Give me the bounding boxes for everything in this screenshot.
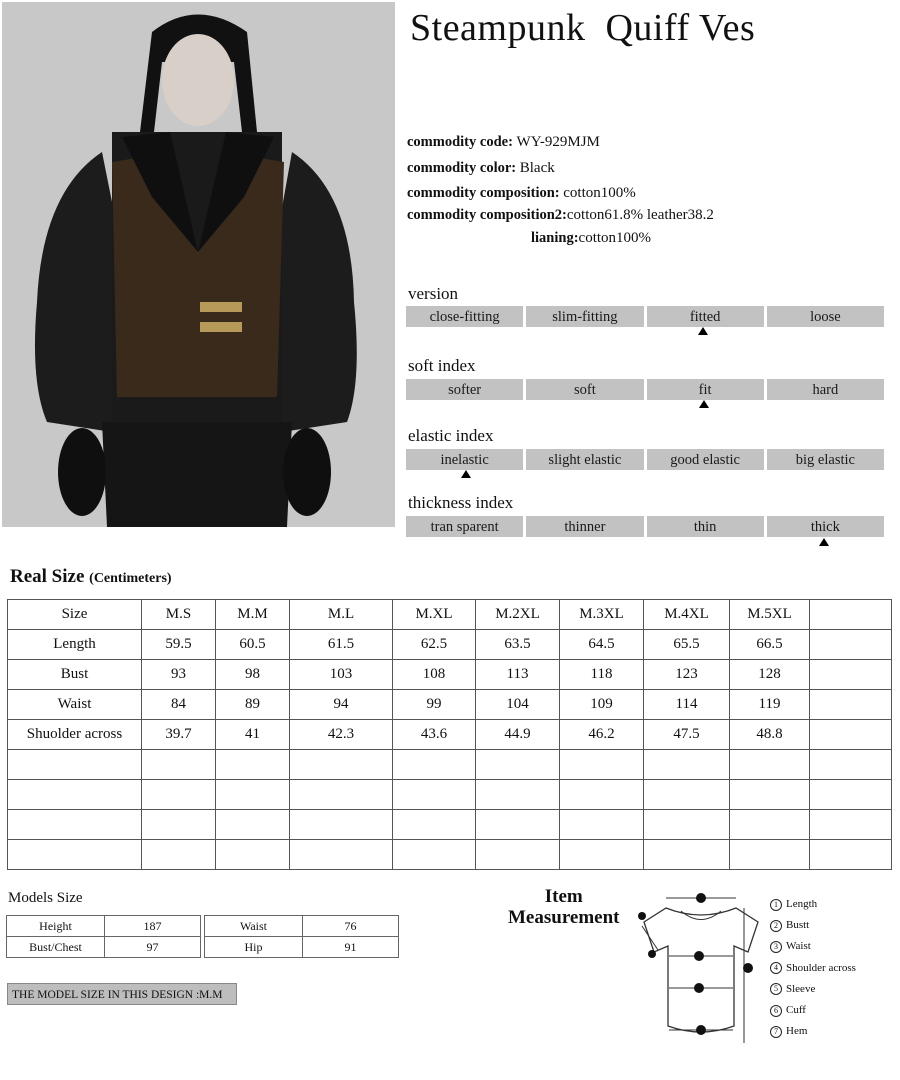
commodity-color-row (407, 160, 555, 177)
table-cell (810, 840, 892, 870)
legend-number: 3 (770, 941, 782, 953)
legend-label: Hem (786, 1025, 808, 1038)
table-cell (730, 840, 810, 870)
row-label-cell: Bust (8, 660, 142, 690)
table-cell (476, 840, 560, 870)
item-measurement-title-line2: Measurement (508, 907, 620, 928)
table-row (8, 660, 892, 690)
table-cell (290, 780, 393, 810)
table-cell (476, 810, 560, 840)
table-cell (644, 840, 730, 870)
table-cell: 64.5 (560, 630, 644, 660)
real-size-table (7, 599, 892, 870)
table-cell: 41 (216, 720, 290, 750)
table-cell (393, 810, 476, 840)
legend-number: 4 (770, 962, 782, 974)
table-cell: 61.5 (290, 630, 393, 660)
table-header-cell: M.M (216, 600, 290, 630)
table-cell (810, 750, 892, 780)
legend-label: Waist (786, 940, 811, 953)
table-header-cell: M.2XL (476, 600, 560, 630)
row-label-cell: Shuolder across (8, 720, 142, 750)
row-label-cell (8, 750, 142, 780)
legend-item (770, 958, 856, 979)
table-cell (216, 840, 290, 870)
table-cell (290, 810, 393, 840)
model-vest-illustration (2, 2, 395, 527)
table-header-cell: M.5XL (730, 600, 810, 630)
table-header-cell: M.S (142, 600, 216, 630)
table-cell: 63.5 (476, 630, 560, 660)
table-row (8, 690, 892, 720)
model-waist-value: 76 (303, 916, 399, 937)
table-cell: 123 (644, 660, 730, 690)
legend-number: 2 (770, 920, 782, 932)
table-header-cell: M.3XL (560, 600, 644, 630)
table-cell: 46.2 (560, 720, 644, 750)
legend-label: Bustt (786, 919, 810, 932)
thickness-selected-marker (819, 538, 829, 546)
soft-index-bar (406, 379, 884, 400)
elastic-selected-marker (461, 470, 471, 478)
real-size-unit: (Centimeters) (89, 571, 172, 586)
thickness-option: thin (647, 516, 764, 537)
row-label-cell (8, 840, 142, 870)
legend-number: 1 (770, 899, 782, 911)
soft-option: softer (406, 379, 523, 400)
table-cell: 119 (730, 690, 810, 720)
table-cell (290, 840, 393, 870)
table-row (8, 840, 892, 870)
model-height-value: 187 (105, 916, 201, 937)
models-size-table-left (6, 915, 201, 958)
thickness-option: tran sparent (406, 516, 523, 537)
product-photo (2, 2, 395, 527)
garment-diagram (636, 888, 766, 1048)
table-cell: 62.5 (393, 630, 476, 660)
table-cell: 98 (216, 660, 290, 690)
table-cell: 109 (560, 690, 644, 720)
thickness-index-title: thickness index (408, 493, 514, 512)
commodity-color-label: commodity color: (407, 160, 517, 176)
item-measurement-title-line1: Item (544, 886, 583, 907)
table-row (8, 630, 892, 660)
elastic-option: big elastic (767, 449, 884, 470)
row-label-cell: Length (8, 630, 142, 660)
soft-index-title: soft index (408, 356, 476, 375)
table-cell: 42.3 (290, 720, 393, 750)
legend-item (770, 936, 856, 957)
table-header-cell (810, 600, 892, 630)
commodity-composition2-label: commodity composition2: (407, 207, 567, 223)
table-cell (810, 810, 892, 840)
table-cell (730, 780, 810, 810)
table-header-row (8, 600, 892, 630)
soft-option: hard (767, 379, 884, 400)
table-cell: 66.5 (730, 630, 810, 660)
legend-item (770, 915, 856, 936)
thickness-index-bar (406, 516, 884, 537)
table-cell (142, 810, 216, 840)
tshirt-outline-icon (636, 888, 766, 1048)
model-hip-label: Hip (205, 937, 303, 958)
table-cell: 48.8 (730, 720, 810, 750)
table-cell (560, 780, 644, 810)
table-cell (290, 750, 393, 780)
table-cell: 118 (560, 660, 644, 690)
table-cell (810, 780, 892, 810)
legend-label: Length (786, 898, 818, 910)
model-bust-label: Bust/Chest (7, 937, 105, 958)
table-cell (810, 630, 892, 660)
model-bust-value: 97 (105, 937, 201, 958)
commodity-code-value: WY-929MJM (516, 134, 600, 150)
elastic-option: inelastic (406, 449, 523, 470)
table-row (8, 720, 892, 750)
model-height-label: Height (7, 916, 105, 937)
table-cell (216, 810, 290, 840)
table-row (8, 750, 892, 780)
table-cell: 108 (393, 660, 476, 690)
table-cell (560, 810, 644, 840)
row-label-cell (8, 810, 142, 840)
table-header-cell: Size (8, 600, 142, 630)
model-size-note: THE MODEL SIZE IN THIS DESIGN :M.M (7, 983, 237, 1005)
legend-number: 6 (770, 1005, 782, 1017)
row-label-cell: Waist (8, 690, 142, 720)
table-cell (393, 780, 476, 810)
measurement-legend (770, 894, 856, 1042)
table-cell (393, 750, 476, 780)
table-cell (810, 690, 892, 720)
soft-option: fit (647, 379, 764, 400)
model-waist-label: Waist (205, 916, 303, 937)
product-title: Steampunk Quiff Ves (410, 7, 756, 49)
legend-item (770, 979, 856, 1000)
real-size-table-body (8, 600, 892, 870)
commodity-composition-row (407, 185, 636, 202)
legend-item (770, 1000, 856, 1021)
table-cell: 84 (142, 690, 216, 720)
lining-row (531, 230, 651, 247)
soft-option: soft (526, 379, 643, 400)
table-cell: 94 (290, 690, 393, 720)
table-cell (393, 840, 476, 870)
table-cell: 47.5 (644, 720, 730, 750)
table-cell: 43.6 (393, 720, 476, 750)
table-cell (810, 660, 892, 690)
table-cell: 60.5 (216, 630, 290, 660)
legend-label: Shoulder across (786, 961, 856, 974)
table-cell (730, 810, 810, 840)
table-cell (644, 750, 730, 780)
legend-number: 5 (770, 983, 782, 995)
table-cell: 103 (290, 660, 393, 690)
commodity-color-value: Black (519, 160, 555, 176)
table-cell: 114 (644, 690, 730, 720)
elastic-index-bar (406, 449, 884, 470)
table-header-cell: M.XL (393, 600, 476, 630)
elastic-option: good elastic (647, 449, 764, 470)
table-row (7, 937, 201, 958)
models-size-table-right (204, 915, 399, 958)
commodity-code-label: commodity code: (407, 134, 513, 150)
table-cell (560, 840, 644, 870)
version-option: fitted (647, 306, 764, 327)
table-cell (476, 780, 560, 810)
legend-label: Cuff (786, 1004, 806, 1017)
table-cell: 99 (393, 690, 476, 720)
legend-number: 7 (770, 1026, 782, 1038)
table-cell (142, 750, 216, 780)
table-cell: 128 (730, 660, 810, 690)
table-cell (730, 750, 810, 780)
table-cell (216, 780, 290, 810)
real-size-title: Real Size (10, 566, 85, 587)
lining-value: cotton100% (578, 230, 652, 246)
table-cell (142, 840, 216, 870)
table-cell: 113 (476, 660, 560, 690)
table-cell (644, 780, 730, 810)
thickness-option: thick (767, 516, 884, 537)
soft-selected-marker (699, 400, 709, 408)
elastic-option: slight elastic (526, 449, 643, 470)
table-cell: 89 (216, 690, 290, 720)
table-cell: 44.9 (476, 720, 560, 750)
commodity-composition-label: commodity composition: (407, 185, 560, 201)
table-header-cell: M.L (290, 600, 393, 630)
lining-label: lianing: (531, 230, 579, 246)
table-row (205, 916, 399, 937)
version-index-bar (406, 306, 884, 327)
table-cell (560, 750, 644, 780)
version-selected-marker (698, 327, 708, 335)
legend-item (770, 1021, 856, 1042)
table-cell: 104 (476, 690, 560, 720)
elastic-index-title: elastic index (408, 426, 494, 445)
table-cell (644, 810, 730, 840)
thickness-option: thinner (526, 516, 643, 537)
real-size-heading (10, 566, 172, 588)
table-row (8, 810, 892, 840)
legend-item (770, 894, 856, 915)
item-measurement-title (508, 886, 620, 928)
table-cell (810, 720, 892, 750)
table-cell: 93 (142, 660, 216, 690)
version-option: loose (767, 306, 884, 327)
commodity-composition-value: cotton100% (563, 185, 636, 201)
row-label-cell (8, 780, 142, 810)
commodity-composition2-value: cotton61.8% leather38.2 (566, 207, 714, 223)
table-cell: 59.5 (142, 630, 216, 660)
models-size-title: Models Size (8, 890, 83, 906)
table-row (8, 780, 892, 810)
table-cell (216, 750, 290, 780)
version-option: close-fitting (406, 306, 523, 327)
commodity-code-row (407, 134, 600, 151)
table-cell: 65.5 (644, 630, 730, 660)
version-option: slim-fitting (526, 306, 643, 327)
table-header-cell: M.4XL (644, 600, 730, 630)
model-hip-value: 91 (303, 937, 399, 958)
legend-label: Sleeve (786, 982, 816, 995)
table-cell: 39.7 (142, 720, 216, 750)
table-row (205, 937, 399, 958)
table-cell (142, 780, 216, 810)
version-index-title: version (408, 284, 459, 303)
table-cell (476, 750, 560, 780)
commodity-composition2-row (407, 207, 714, 224)
table-row (7, 916, 201, 937)
